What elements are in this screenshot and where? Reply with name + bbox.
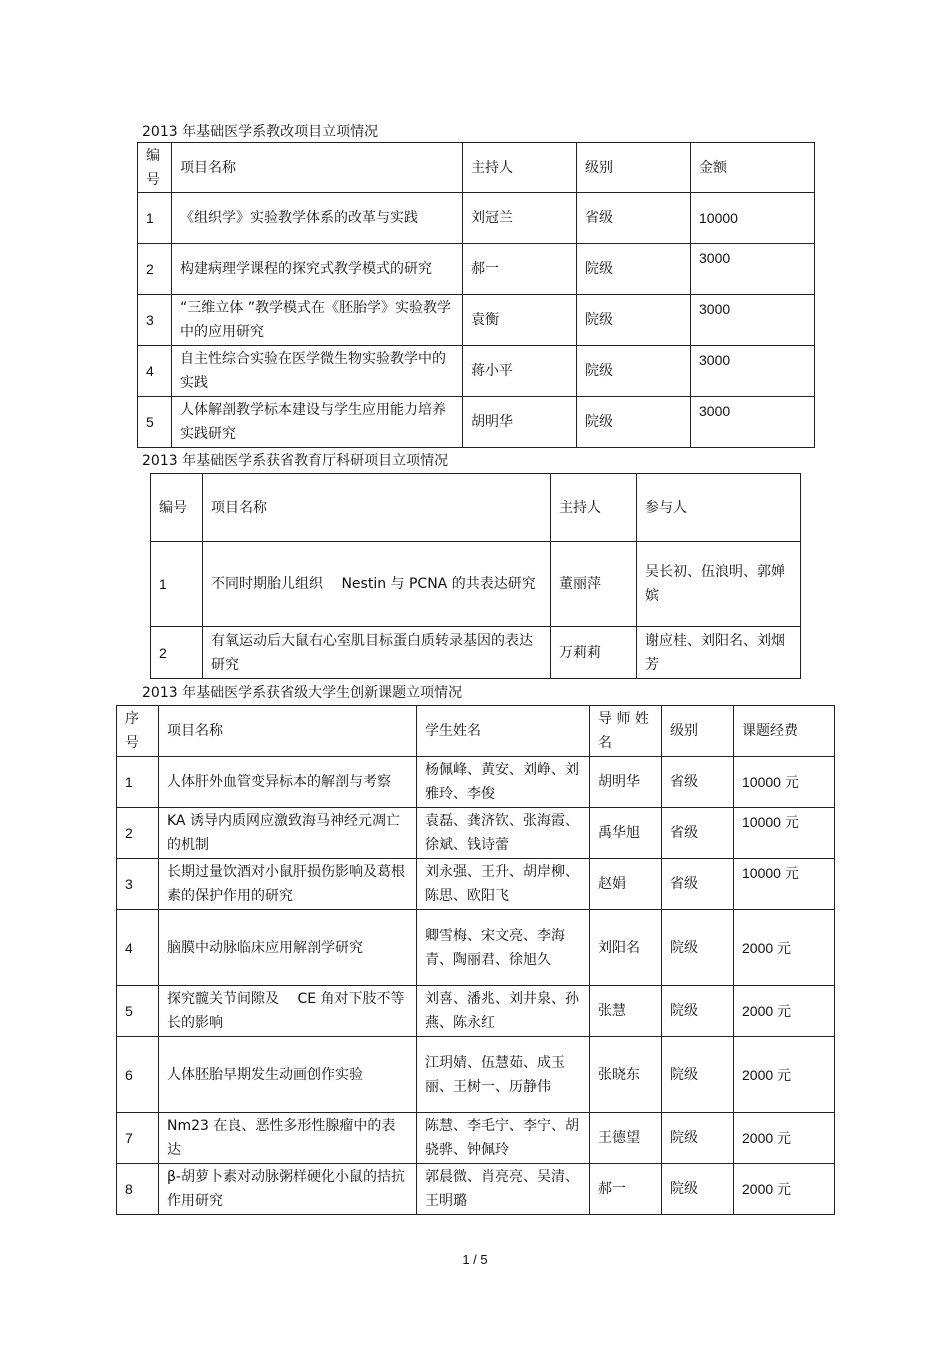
table-row — [117, 1164, 835, 1215]
header-cell: 金额 — [691, 143, 815, 193]
header-cell: 级别 — [577, 143, 691, 193]
level: 院级 — [662, 1113, 734, 1164]
provincial-research-table — [150, 473, 801, 679]
project-name: 人体肝外血管变异标本的解剖与考察 — [159, 757, 417, 808]
participants: 吴长初、伍浪明、郭婵嫔 — [637, 542, 801, 627]
level: 院级 — [577, 346, 691, 397]
header-cell: 项目名称 — [172, 143, 463, 193]
project-name: 自主性综合实验在医学微生物实验教学中的实践 — [172, 346, 463, 397]
level: 院级 — [662, 910, 734, 986]
level: 院级 — [577, 397, 691, 448]
student-names: 陈慧、李毛宁、李宁、胡骁骅、钟佩玲 — [417, 1113, 590, 1164]
host-name: 胡明华 — [463, 397, 577, 448]
amount: 3000 — [691, 397, 815, 448]
section3-title: 2013 年基础医学系获省级大学生创新课题立项情况 — [142, 685, 463, 701]
project-name: 有氧运动后大鼠右心室肌目标蛋白质转录基因的表达研究 — [203, 627, 551, 679]
fund: 2000 元 — [734, 1113, 835, 1164]
project-name: Nm23 在良、恶性多形性腺瘤中的表达 — [159, 1113, 417, 1164]
student-names: 刘喜、潘兆、刘井泉、孙燕、陈永红 — [417, 986, 590, 1037]
project-name: 不同时期胎儿组织 Nestin 与 PCNA 的共表达研究 — [203, 542, 551, 627]
level: 省级 — [662, 808, 734, 859]
project-name: β-胡萝卜素对动脉粥样硬化小鼠的拮抗作用研究 — [159, 1164, 417, 1215]
mentor-name: 王德望 — [590, 1113, 662, 1164]
row-number: 1 — [138, 193, 172, 244]
row-number: 5 — [138, 397, 172, 448]
table-row — [117, 757, 835, 808]
fund: 2000 元 — [734, 986, 835, 1037]
header-cell: 编号 — [151, 474, 203, 542]
mentor-name: 张慧 — [590, 986, 662, 1037]
student-names: 杨佩峰、黄安、刘峥、刘雅玲、李俊 — [417, 757, 590, 808]
row-number: 3 — [117, 859, 159, 910]
row-number: 1 — [117, 757, 159, 808]
row-number: 2 — [151, 627, 203, 679]
student-names: 刘永强、王升、胡岸柳、陈思、欧阳飞 — [417, 859, 590, 910]
mentor-name: 胡明华 — [590, 757, 662, 808]
header-cell: 导 师 姓 名 — [590, 706, 662, 757]
project-name: 人体胚胎早期发生动画创作实验 — [159, 1037, 417, 1113]
table-header-row — [138, 143, 815, 193]
project-name: 脑膜中动脉临床应用解剖学研究 — [159, 910, 417, 986]
row-number: 8 — [117, 1164, 159, 1215]
teaching-reform-table — [137, 142, 815, 448]
mentor-name: 刘阳名 — [590, 910, 662, 986]
level: 省级 — [662, 757, 734, 808]
table-row — [138, 244, 815, 295]
table-row — [117, 910, 835, 986]
host-name: 刘冠兰 — [463, 193, 577, 244]
student-names: 郭晨微、肖亮亮、吴清、王明璐 — [417, 1164, 590, 1215]
section2-title: 2013 年基础医学系获省教育厅科研项目立项情况 — [142, 453, 449, 469]
table-row — [117, 1113, 835, 1164]
participants: 谢应桂、刘阳名、刘烟芳 — [637, 627, 801, 679]
row-number: 2 — [138, 244, 172, 295]
table-row — [117, 808, 835, 859]
mentor-name: 张晓东 — [590, 1037, 662, 1113]
host-name: 万莉莉 — [551, 627, 637, 679]
row-number: 7 — [117, 1113, 159, 1164]
table-row — [151, 542, 801, 627]
mentor-name: 赵娟 — [590, 859, 662, 910]
level: 院级 — [662, 1037, 734, 1113]
level: 院级 — [662, 986, 734, 1037]
level: 院级 — [577, 244, 691, 295]
header-cell: 课题经费 — [734, 706, 835, 757]
section1-title: 2013 年基础医学系教改项目立项情况 — [142, 124, 379, 140]
table-row — [138, 295, 815, 346]
amount: 10000 — [691, 193, 815, 244]
amount: 3000 — [691, 295, 815, 346]
header-cell: 序号 — [117, 706, 159, 757]
level: 省级 — [662, 859, 734, 910]
project-name: 构建病理学课程的探究式教学模式的研究 — [172, 244, 463, 295]
header-cell: 主持人 — [463, 143, 577, 193]
row-number: 1 — [151, 542, 203, 627]
amount: 3000 — [691, 244, 815, 295]
level: 省级 — [577, 193, 691, 244]
table-row — [151, 627, 801, 679]
project-name: KA 诱导内质网应激致海马神经元凋亡的机制 — [159, 808, 417, 859]
table-row — [138, 397, 815, 448]
host-name: 董丽萍 — [551, 542, 637, 627]
header-cell: 主持人 — [551, 474, 637, 542]
level: 院级 — [577, 295, 691, 346]
project-name: 长期过量饮酒对小鼠肝损伤影响及葛根素的保护作用的研究 — [159, 859, 417, 910]
header-cell: 参与人 — [637, 474, 801, 542]
table-header-row — [151, 474, 801, 542]
header-cell: 学生姓名 — [417, 706, 590, 757]
row-number: 5 — [117, 986, 159, 1037]
header-cell: 项目名称 — [203, 474, 551, 542]
mentor-name: 郝一 — [590, 1164, 662, 1215]
project-name: “三维立体 ”教学模式在《胚胎学》实验教学中的应用研究 — [172, 295, 463, 346]
row-number: 6 — [117, 1037, 159, 1113]
table-row — [138, 346, 815, 397]
table-row — [138, 193, 815, 244]
host-name: 郝一 — [463, 244, 577, 295]
header-cell: 级别 — [662, 706, 734, 757]
row-number: 4 — [138, 346, 172, 397]
table-row — [117, 986, 835, 1037]
host-name: 蒋小平 — [463, 346, 577, 397]
row-number: 3 — [138, 295, 172, 346]
student-names: 江玥婧、伍慧茹、成玉丽、王树一、历静伟 — [417, 1037, 590, 1113]
project-name: 人体解剖教学标本建设与学生应用能力培养实践研究 — [172, 397, 463, 448]
student-names: 袁磊、龚济钦、张海霞、徐斌、钱诗蕾 — [417, 808, 590, 859]
fund: 10000 元 — [734, 757, 835, 808]
row-number: 4 — [117, 910, 159, 986]
host-name: 袁衡 — [463, 295, 577, 346]
fund: 10000 元 — [734, 808, 835, 859]
fund: 10000 元 — [734, 859, 835, 910]
project-name: 《组织学》实验教学体系的改革与实践 — [172, 193, 463, 244]
fund: 2000 元 — [734, 910, 835, 986]
project-name: 探究髋关节间隙及 CE 角对下肢不等长的影响 — [159, 986, 417, 1037]
header-cell: 项目名称 — [159, 706, 417, 757]
amount: 3000 — [691, 346, 815, 397]
table-header-row — [117, 706, 835, 757]
fund: 2000 元 — [734, 1164, 835, 1215]
row-number: 2 — [117, 808, 159, 859]
table-row — [117, 859, 835, 910]
table-row — [117, 1037, 835, 1113]
student-names: 卿雪梅、宋文亮、李海青、陶丽君、徐旭久 — [417, 910, 590, 986]
fund: 2000 元 — [734, 1037, 835, 1113]
header-cell: 编号 — [138, 143, 172, 193]
student-innovation-table — [116, 705, 835, 1215]
mentor-name: 禹华旭 — [590, 808, 662, 859]
page-number: 1 / 5 — [462, 1252, 488, 1267]
level: 院级 — [662, 1164, 734, 1215]
